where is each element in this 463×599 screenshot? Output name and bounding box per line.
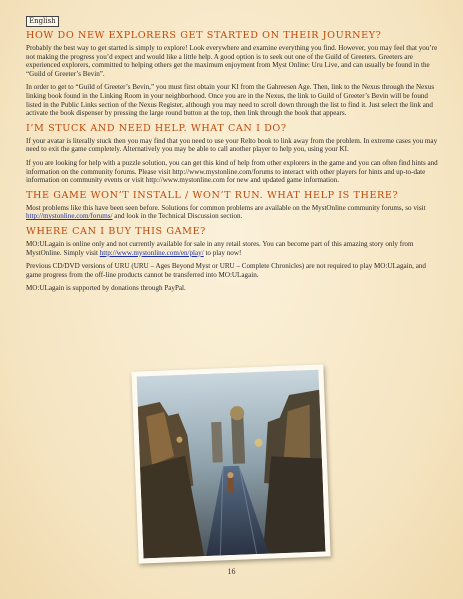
game-screenshot-image: [137, 370, 326, 559]
text: and look in the Technical Discussion section.: [112, 212, 243, 221]
language-tag[interactable]: English: [26, 16, 59, 27]
text: to play now!: [203, 248, 242, 257]
heading-stuck: I’M STUCK AND NEED HELP. WHAT CAN I DO?: [26, 122, 287, 134]
page-number: 16: [227, 567, 236, 576]
paragraph: If you are looking for help with a puzzle solution, you can get this kind of help from other explorers in the game and you can often find hints and information on the community forums. Please visit http://www.mystonline.com/forums to interact with other players for hints and up-to-date information on community events or visit http://www.mystonline.com for new and updated game information.: [26, 158, 438, 185]
paragraph: Probably the best way to get started is simply to explore! Look everywhere and examine everything you find. However, you may feel that you’re not making the progress you’d expect and would like a little help. A good option is to seek out one of the Guild of Greeters. Greeters are experienced explorers, committed to helping others get the maximum enjoyment from Myst Online: Uru Live, and can usually be found in the “Guild of Greeter’s Bevin”.: [26, 44, 438, 78]
game-screenshot-photo: [131, 364, 330, 563]
heading-buy: WHERE CAN I BUY THIS GAME?: [26, 225, 206, 237]
paragraph: [26, 204, 441, 221]
paragraph: If your avatar is literally stuck then you may find that you need to use your Relto book to link away from the problem. In extreme cases you may need to exit the game completely. Alternatively you may be able to call another player to help you, using your KI.: [26, 136, 438, 154]
paragraph: In order to get to “Guild of Greeter’s Bevin,” you must first obtain your KI from the Gahreesen Age. Then, link to the Nexus through the Nexus linking book found in the Linking Room in your neighborhood. Once you are in the Nexus, the link to Guild of Greeter’s Bevin will be found listed in the Public Links section of the Nexus Register, although you may need to scroll down through the list to find it. Just select the link and activate the book dispenser by pressing the large round button at the top, then link through the book that appears.: [26, 83, 435, 118]
paragraph: [26, 240, 441, 257]
text: MO:ULagain is online only and not currently available for sale in any retail stores. You can become part of this amazing story only from MystOnline. Simply visit: [26, 239, 414, 257]
text: Most problems like this have been seen before. Solutions for common problems are available on the MystOnline community forums, so visit: [26, 203, 426, 212]
paragraph: Previous CD/DVD versions of URU (URU – Ages Beyond Myst or URU – Complete Chronicles) are not required to play MO:ULagain, and game progress from the off-line products cannot be transferred into MO:ULagain.: [26, 262, 426, 279]
paragraph: MO:ULagain is supported by donations through PayPal.: [26, 284, 186, 293]
play-link[interactable]: http://www.mystonline.com/en/play/: [99, 248, 204, 257]
forums-link[interactable]: http://mystonline.com/forums/: [26, 212, 113, 221]
heading-get-started: HOW DO NEW EXPLORERS GET STARTED ON THEIR JOURNEY?: [26, 30, 382, 41]
heading-install: THE GAME WON’T INSTALL / WON’T RUN. WHAT HELP IS THERE?: [26, 189, 399, 201]
